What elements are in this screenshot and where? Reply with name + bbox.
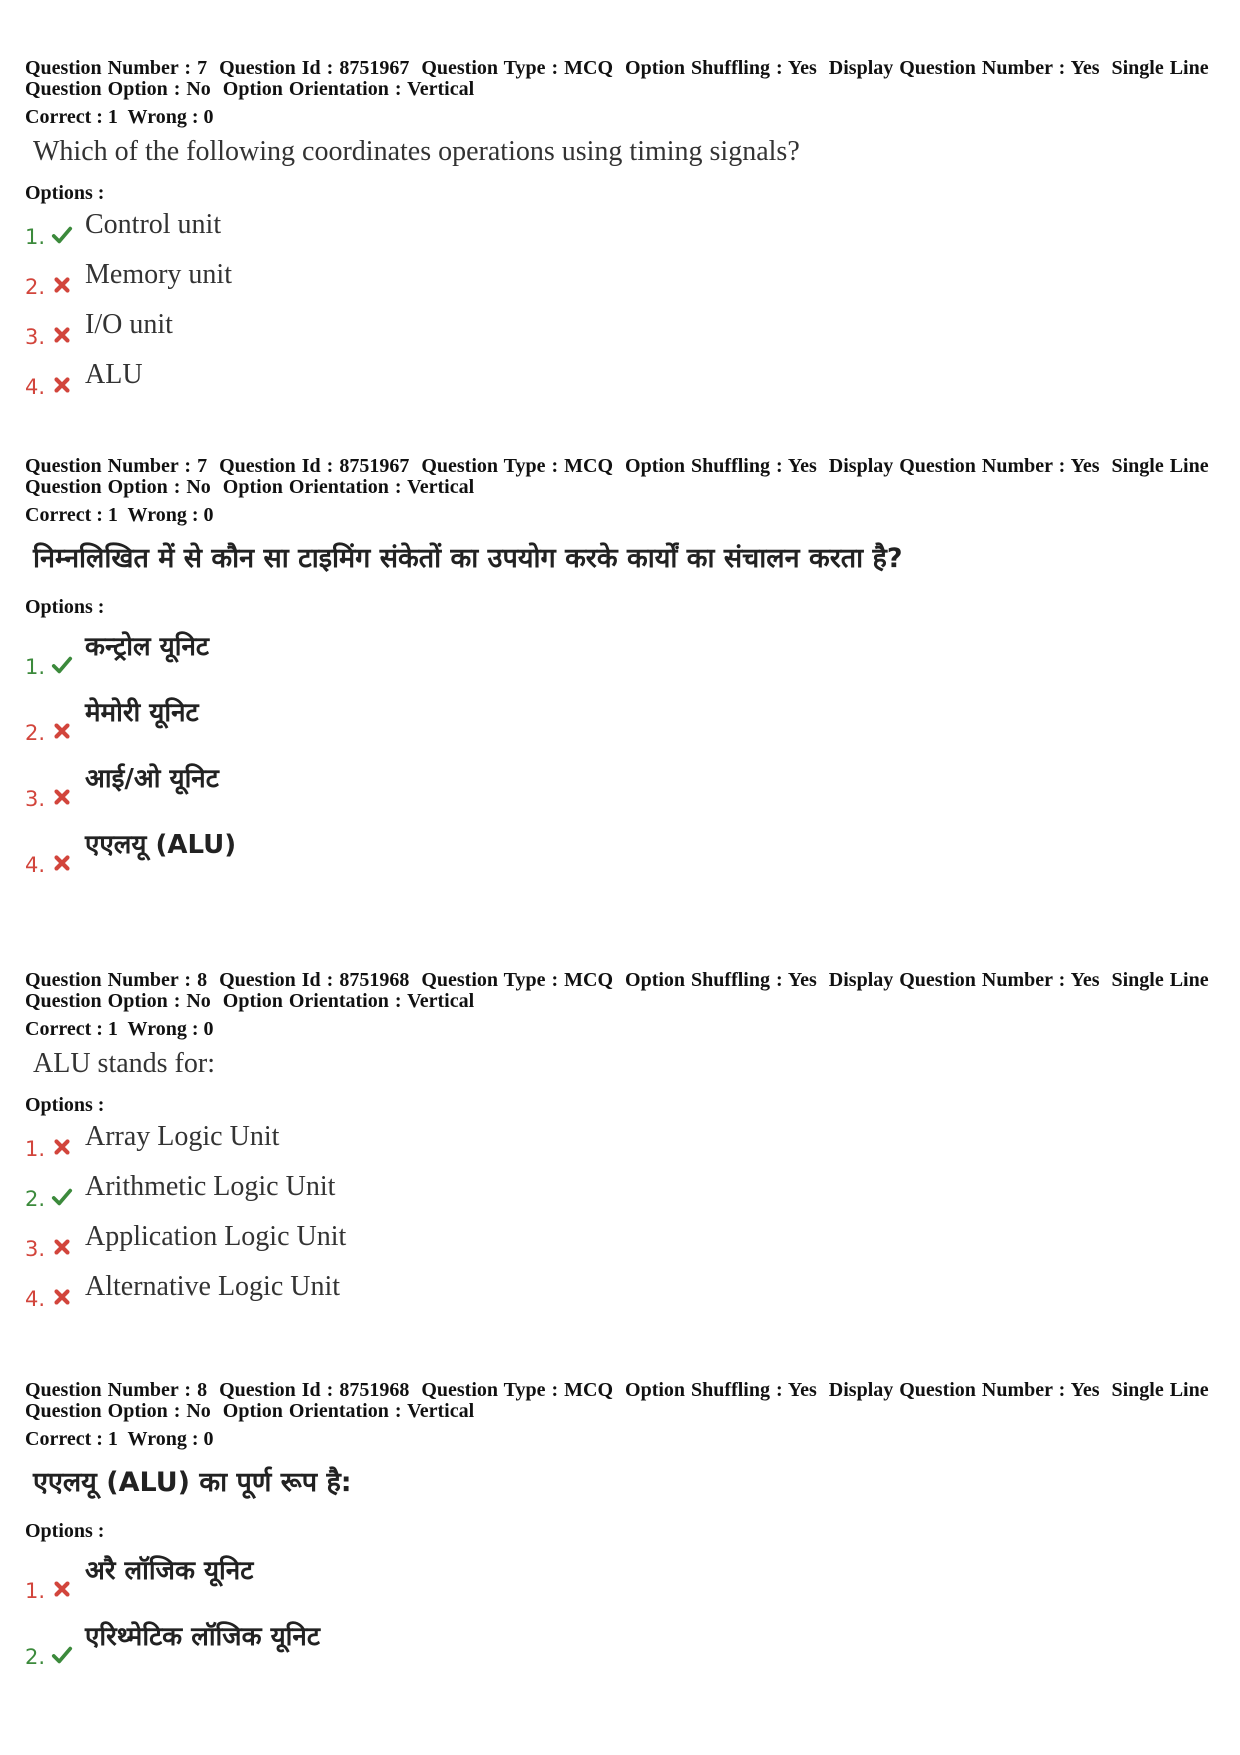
- option-item: [25, 1542, 1215, 1608]
- option-text: अरै लॉजिक यूनिट: [85, 1556, 254, 1586]
- question-text: ALU stands for:: [33, 1048, 215, 1079]
- check-icon: [51, 224, 73, 246]
- question-block: [25, 1380, 1215, 1674]
- option-item: [25, 618, 1215, 684]
- cross-icon: [51, 1578, 73, 1600]
- cross-icon: [51, 274, 73, 296]
- cross-icon: [51, 1286, 73, 1308]
- option-item: [25, 684, 1215, 750]
- option-text: एरिथ्मेटिक लॉजिक यूनिट: [85, 1622, 320, 1652]
- option-item: [25, 1216, 1215, 1266]
- option-number: 4.: [25, 853, 46, 877]
- marking-scheme: Correct : 1 Wrong : 0: [25, 106, 214, 128]
- option-text: ALU: [85, 359, 143, 390]
- option-number: 2.: [25, 275, 46, 299]
- marking-scheme: Correct : 1 Wrong : 0: [25, 1428, 214, 1450]
- option-text: एएलयू (ALU): [85, 830, 237, 860]
- option-number: 1.: [25, 655, 46, 679]
- option-item: [25, 750, 1215, 816]
- check-icon: [51, 1644, 73, 1666]
- cross-icon: [51, 324, 73, 346]
- question-meta: Question Number : 7 Question Id : 8751967 Question Type : MCQ Option Shuffling : Yes Display Question Number : Yes Single Line Question Option : No Option Orientation : Vertical: [25, 455, 1215, 498]
- option-number: 4.: [25, 1287, 46, 1311]
- option-item: [25, 1166, 1215, 1216]
- question-meta: Question Number : 7 Question Id : 8751967 Question Type : MCQ Option Shuffling : Yes Display Question Number : Yes Single Line Question Option : No Option Orientation : Vertical: [25, 57, 1215, 100]
- option-item: [25, 304, 1215, 354]
- question-block: [25, 58, 1215, 404]
- option-item: [25, 1608, 1215, 1674]
- marking-scheme: Correct : 1 Wrong : 0: [25, 1018, 214, 1040]
- question-text: निम्नलिखित में से कौन सा टाइमिंग संकेतों का उपयोग करके कार्यों का संचालन करता है?: [33, 543, 903, 574]
- option-text: Memory unit: [85, 259, 232, 290]
- option-item: [25, 254, 1215, 304]
- option-number: 4.: [25, 375, 46, 399]
- check-icon: [51, 1186, 73, 1208]
- option-item: [25, 1266, 1215, 1316]
- question-text: Which of the following coordinates operations using timing signals?: [33, 136, 800, 167]
- option-text: I/O unit: [85, 309, 173, 340]
- option-text: Application Logic Unit: [85, 1221, 347, 1252]
- cross-icon: [51, 852, 73, 874]
- options-label: Options :: [25, 1094, 105, 1116]
- options-label: Options :: [25, 596, 105, 618]
- option-text: कन्ट्रोल यूनिट: [85, 632, 209, 662]
- option-text: आई/ओ यूनिट: [85, 764, 219, 794]
- option-text: Arithmetic Logic Unit: [85, 1171, 336, 1202]
- question-block: [25, 456, 1215, 882]
- option-item: [25, 816, 1215, 882]
- option-number: 1.: [25, 1579, 46, 1603]
- cross-icon: [51, 374, 73, 396]
- question-block: [25, 970, 1215, 1316]
- options-label: Options :: [25, 182, 105, 204]
- marking-scheme: Correct : 1 Wrong : 0: [25, 504, 214, 526]
- option-text: मेमोरी यूनिट: [85, 698, 199, 728]
- option-number: 3.: [25, 325, 46, 349]
- option-number: 1.: [25, 225, 46, 249]
- cross-icon: [51, 1136, 73, 1158]
- option-number: 2.: [25, 1645, 46, 1669]
- cross-icon: [51, 1236, 73, 1258]
- option-item: [25, 204, 1215, 254]
- option-text: Alternative Logic Unit: [85, 1271, 341, 1302]
- option-number: 2.: [25, 721, 46, 745]
- options-label: Options :: [25, 1520, 105, 1542]
- option-number: 3.: [25, 1237, 46, 1261]
- cross-icon: [51, 720, 73, 742]
- check-icon: [51, 654, 73, 676]
- option-number: 2.: [25, 1187, 46, 1211]
- option-item: [25, 1116, 1215, 1166]
- option-item: [25, 354, 1215, 404]
- cross-icon: [51, 786, 73, 808]
- option-number: 1.: [25, 1137, 46, 1161]
- option-number: 3.: [25, 787, 46, 811]
- question-meta: Question Number : 8 Question Id : 8751968 Question Type : MCQ Option Shuffling : Yes Display Question Number : Yes Single Line Question Option : No Option Orientation : Vertical: [25, 969, 1215, 1012]
- question-meta: Question Number : 8 Question Id : 8751968 Question Type : MCQ Option Shuffling : Yes Display Question Number : Yes Single Line Question Option : No Option Orientation : Vertical: [25, 1379, 1215, 1422]
- option-text: Array Logic Unit: [85, 1121, 280, 1152]
- option-text: Control unit: [85, 209, 222, 240]
- question-text: एएलयू (ALU) का पूर्ण रूप है:: [33, 1467, 352, 1498]
